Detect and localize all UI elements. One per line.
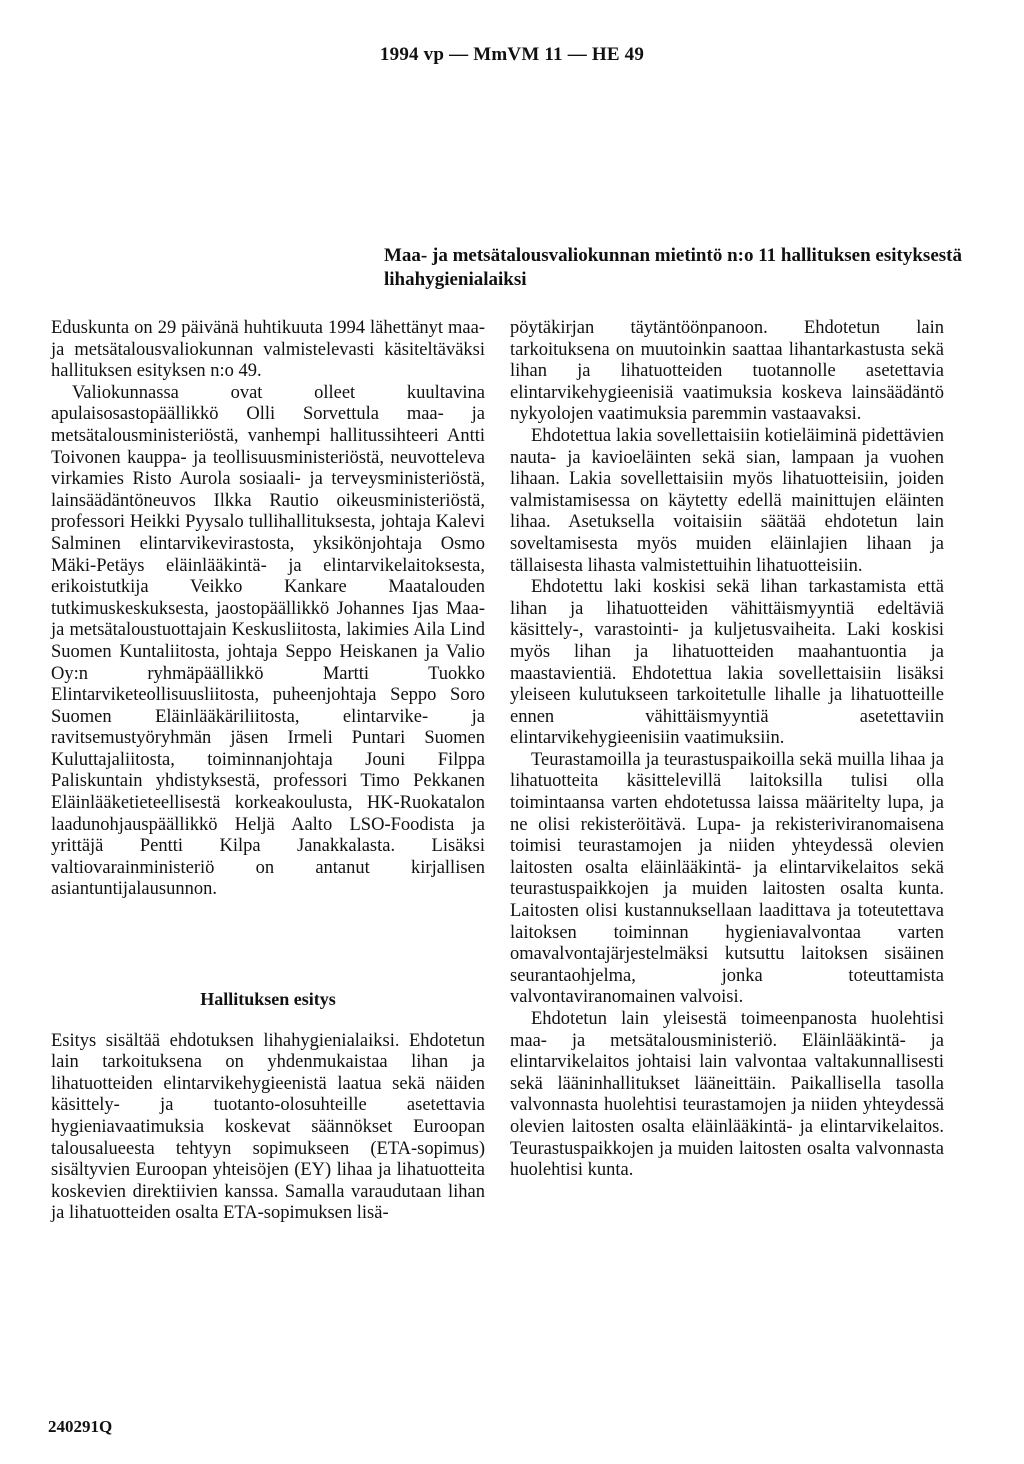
right-column xyxy=(510,318,944,1182)
document-title: Maa- ja metsätalousvaliokunnan mietintö n:o 11 hallituksen esityksestä lihahygienialaiksi xyxy=(384,245,962,290)
proposal-paragraph: Esitys sisältää ehdotuksen lihahygienialaiksi. Ehdotetun lain tarkoituksena on yhdenmukaistaa lihan ja lihatuotteiden elintarvikehygieenistä laatua sekä näiden käsittely- ja tuotanto-olosuhteille asetettavia hygieniavaatimuksia koskevat säännökset Euroopan talousalueesta tehtyyn sopimukseen (ETA-sopimus) sisältyvien Euroopan yhteisöjen (EY) lihaa ja lihatuotteita koskevien direktiivien kanssa. Samalla varaudutaan lihan ja lihatuotteiden osalta ETA-sopimuksen lisä- xyxy=(51,1030,485,1224)
section-heading: Hallituksen esitys xyxy=(200,989,336,1010)
experts-paragraph: Valiokunnassa ovat olleet kuultavina apulaisosastopäällikkö Olli Sorvettula maa- ja metsätalousministeriöstä, vanhempi hallitussihteeri Antti Toivonen kauppa- ja teollisuusministeriöstä, neuvotteleva virkamies Risto Aurola sosiaali- ja terveysministeriöstä, lainsäädäntöneuvos Ilkka Rautio oikeusministeriöstä, professori Heikki Pyysalo tullihallituksesta, johtaja Kalevi Salminen elintarvikevirastosta, yksikönjohtaja Osmo Mäki-Petäys eläinlääkintä- ja elintarvikelaitoksesta, erikoistutkija Veikko Kankare Maatalouden tutkimuskeskuksesta, jaostopäällikkö Johannes Ijas Maa- ja metsätaloustuottajain Keskusliitosta, lakimies Aila Lind Suomen Kuntaliitosta, johtaja Seppo Heiskanen ja Valio Oy:n ryhmäpäällikkö Martti Tuokko Elintarviketeollisuusliitosta, puheenjohtaja Seppo Soro Suomen Eläinlääkäriliitosta, elintarvike- ja ravitsemustyöryhmän jäsen Irmeli Puntari Suomen Kuluttajaliitosta, toiminnanjohtaja Jouni Filppa Paliskuntain yhdistyksestä, professori Timo Pekkanen Eläinlääketieteellisestä korkeakoulusta, HK-Ruokatalon laadunohjauspäällikkö Heljä Aalto LSO-Foodista ja yrittäjä Pentti Kilpa Janakkalasta. Lisäksi valtiovarainministeriö on antanut kirjallisen asiantuntijalausunnon. xyxy=(51,382,485,900)
document-code: 240291Q xyxy=(48,1417,113,1436)
continuation-paragraph: pöytäkirjan täytäntöönpanoon. Ehdotetun lain tarkoituksena on muutoinkin saattaa lihantarkastusta sekä lihan ja lihatuotteiden tuotannolle asetettavia elintarvikehygieenisiä vaatimuksia koskeva lainsäädäntö nykyolojen vaatimuksia paremmin vastaavaksi. xyxy=(510,318,944,425)
licensing-paragraph: Teurastamoilla ja teurastuspaikoilla sekä muilla lihaa ja lihatuotteita käsittelevillä laitoksilla tulisi olla toimintaansa varten ehdotetussa laissa määritelty lupa, ja ne olisi rekisteröitävä. Lupa- ja rekisteriviranomaisena toimisi teurastamojen ja niiden yhteydessä olevien laitosten osalta eläinlääkintä- ja elintarvikelaitos sekä teurastuspaikkojen ja muiden laitosten osalta kunta. Laitosten olisi kustannuksellaan laadittava ja toteutettava laitoksen toiminnan hygieniavalvontaa varten omavalvontajärjestelmäksi kutsuttu laitoksen sisäinen seurantaohjelma, jonka toteuttamista valvontaviranomainen valvoisi. xyxy=(510,749,944,1008)
intro-paragraph: Eduskunta on 29 päivänä huhtikuuta 1994 lähettänyt maa- ja metsätalousvaliokunnan valmistelevasti käsiteltäväksi hallituksen esityksen n:o 49. xyxy=(51,318,485,382)
left-column xyxy=(51,318,485,1225)
supervision-paragraph: Ehdotetun lain yleisestä toimeenpanosta huolehtisi maa- ja metsätalousministeriö. Eläinlääkintä- ja elintarvikelaitos johtaisi lain valvontaa valtakunnallisesti sekä lääninhallitukset lääneittäin. Paikallisella tasolla valvonnasta huolehtisi teurastamojen ja niiden yhteydessä olevien laitosten osalta eläinlääkintä- ja elintarvikelaitos. Teurastuspaikkojen ja muiden laitosten osalta valvonnasta huolehtisi kunta. xyxy=(510,1009,944,1181)
scope-paragraph: Ehdotettua lakia sovellettaisiin kotieläiminä pidettävien nauta- ja kavioeläinten sekä sian, lampaan ja vuohen lihaan. Lakia sovellettaisiin myös lihatuotteisiin, joiden valmistamisessa on käytetty edellä mainittujen eläinten lihaa. Asetuksella voitaisiin säätää ehdotetun lain soveltamisesta myös muiden eläinlajien lihaan ja tällaisesta lihasta valmistettuihin lihatuotteisiin. xyxy=(510,425,944,576)
coverage-paragraph: Ehdotettu laki koskisi sekä lihan tarkastamista että lihan ja lihatuotteiden vähittäismyyntiä edeltäviä käsittely-, varastointi- ja kuljetusvaiheita. Laki koskisi myös lihan ja lihatuotteiden maahantuontia ja maastavientiä. Ehdotettua lakia sovellettaisiin lisäksi yleiseen kulutukseen tarkoitetulle lihalle ja lihatuotteille ennen vähittäismyyntiä asetettaviin elintarvikehygieenisiin vaatimuksiin. xyxy=(510,577,944,749)
running-header: 1994 vp — MmVM 11 — HE 49 xyxy=(379,44,645,65)
